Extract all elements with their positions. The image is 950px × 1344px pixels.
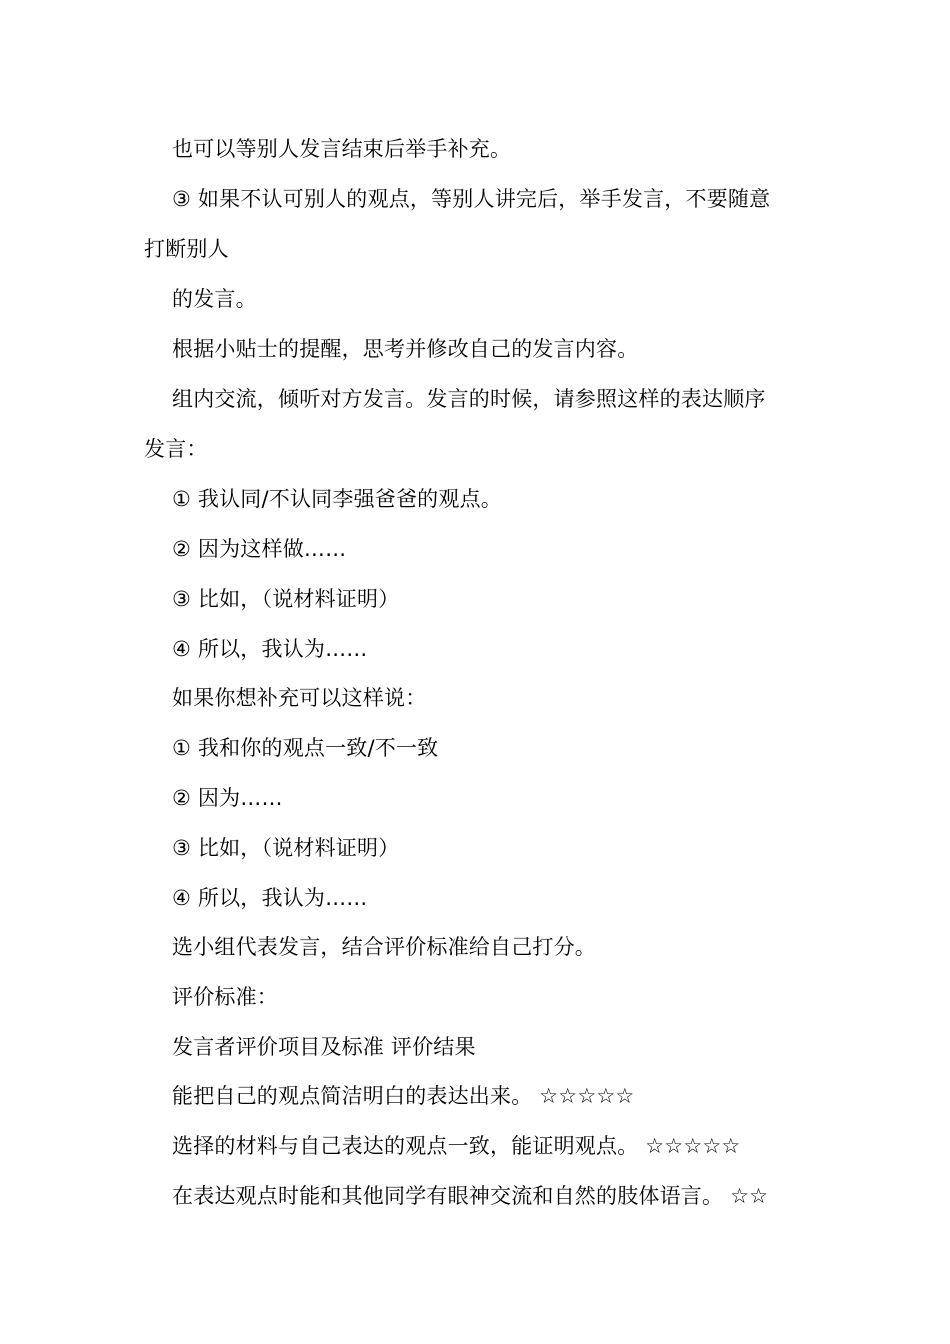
text-line-group-exchange-cont: 发言：: [144, 437, 208, 461]
text-line-rule-3-end: 的发言。: [172, 287, 257, 311]
text-line-group-exchange: 组内交流，倾听对方发言。发言的时候，请参照这样的表达顺序: [172, 387, 766, 411]
criteria-header: 发言者评价项目及标准 评价结果: [172, 1035, 476, 1059]
list-item-supp-4: ④ 所以，我认为……: [172, 886, 368, 910]
text-line-representative: 选小组代表发言，结合评价标准给自己打分。: [172, 935, 596, 959]
criteria-row-3: 在表达观点时能和其他同学有眼神交流和自然的肢体语言。 ☆☆: [172, 1184, 769, 1208]
list-item-3: ③ 比如，（说材料证明）: [172, 587, 400, 611]
text-line-supplement: 也可以等别人发言结束后举手补充。: [172, 137, 512, 161]
text-line-criteria-title: 评价标准：: [172, 985, 278, 1009]
text-line-supplement-intro: 如果你想补充可以这样说：: [172, 686, 427, 710]
criteria-row-1: 能把自己的观点简洁明白的表达出来。 ☆☆☆☆☆: [172, 1084, 635, 1108]
list-item-supp-1: ① 我和你的观点一致/不一致: [172, 736, 439, 760]
list-item-2: ② 因为这样做……: [172, 537, 347, 561]
text-line-rule-3-cont: 打断别人: [144, 237, 229, 261]
text-line-rule-3: ③ 如果不认可别人的观点，等别人讲完后，举手发言，不要随意: [172, 187, 771, 211]
text-line-revise: 根据小贴士的提醒，思考并修改自己的发言内容。: [172, 337, 639, 361]
list-item-1: ① 我认同/不认同李强爸爸的观点。: [172, 487, 502, 511]
list-item-supp-2: ② 因为……: [172, 786, 283, 810]
list-item-supp-3: ③ 比如，（说材料证明）: [172, 836, 400, 860]
list-item-4: ④ 所以，我认为……: [172, 637, 368, 661]
criteria-row-2: 选择的材料与自己表达的观点一致，能证明观点。 ☆☆☆☆☆: [172, 1134, 741, 1158]
